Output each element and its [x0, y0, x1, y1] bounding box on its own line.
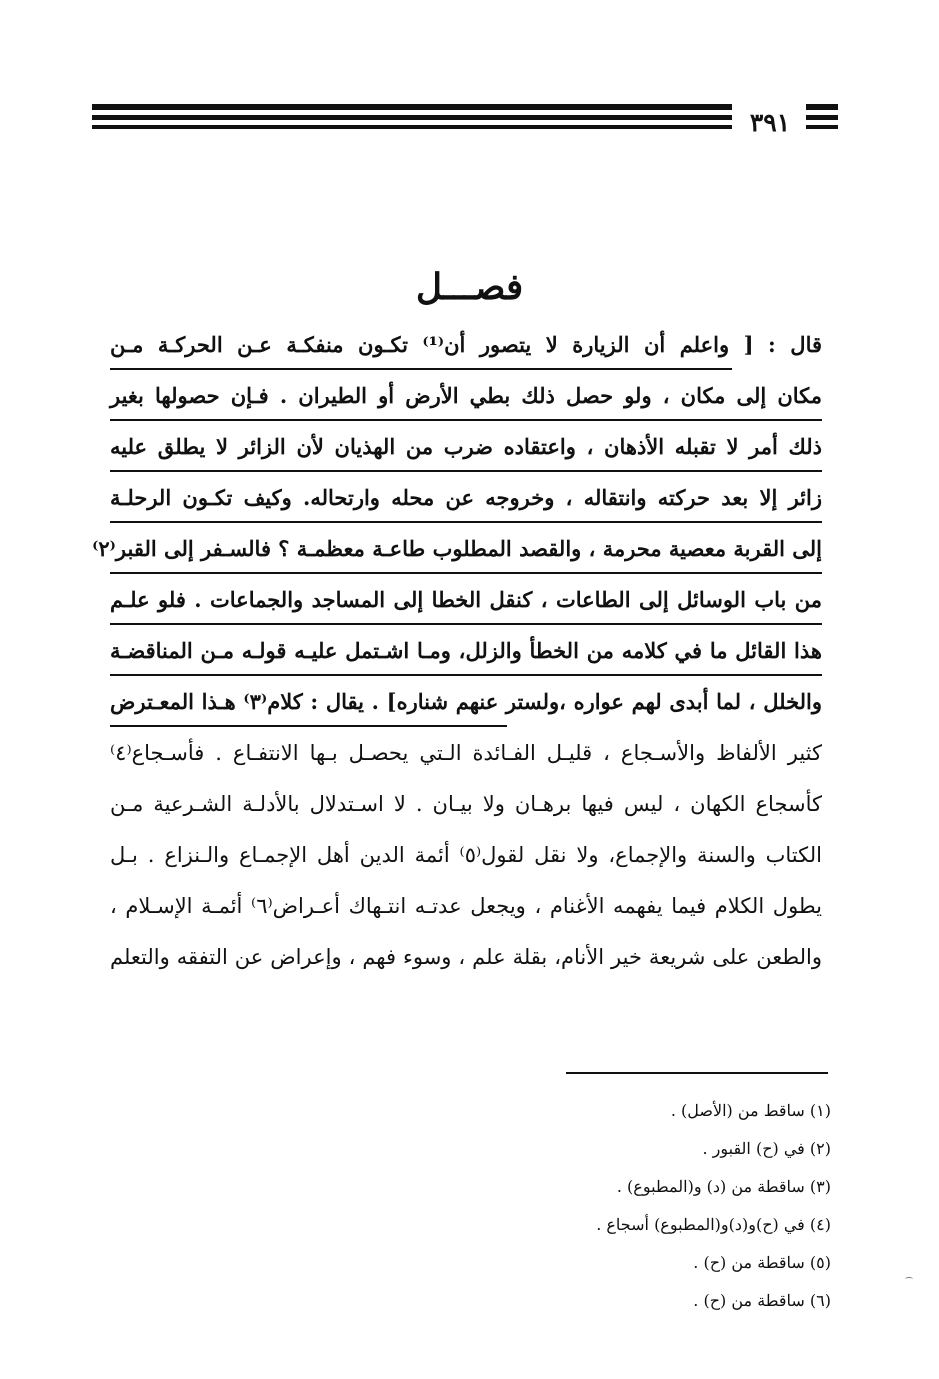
- footnote-6: (٦) ساقطة من (ح) .: [693, 1291, 831, 1310]
- text-line-9: كثير الألفاظ والأسـجاع ، قليـل الفـائدة الـتي يحصـل بـها الانتفـاع . فأسـجاع⁽٤⁾: [110, 741, 822, 765]
- header-rule-right-middle: [806, 115, 838, 120]
- text-line-13: والطعن على شريعة خير الأنام، بقلة علم ، وسوء فهم ، وإعراض عن التفقه والتعلم: [110, 945, 822, 969]
- text-line-11: الكتاب والسنة والإجماع، ولا نقل لقول⁽٥⁾ أئمة الدين أهل الإجمـاع والـنزاع . بـل: [110, 843, 822, 867]
- text-line-4: زائر إلا بعد حركته وانتقاله ، وخروجه عن محله وارتحاله. وكيف تكـون الرحلـة: [110, 475, 822, 526]
- header-rule-left-middle: [92, 115, 732, 120]
- footnote-1: (١) ساقط من (الأصل) .: [670, 1101, 831, 1120]
- header-rule-right-bottom: [806, 125, 838, 129]
- text-line-7: هذا القائل ما في كلامه من الخطأ والزلل، ومـا اشـتمل عليـه قولـه مـن المناقضـة: [110, 628, 822, 679]
- text-line-12: يطول الكلام فيما يفهمه الأغنام ، ويجعل عدتـه انتـهاك أعـراض⁽٦⁾ أئمـة الإسـلام ،: [110, 894, 822, 918]
- header-rule-right-top: [806, 104, 838, 110]
- text-line-8: والخلل ، لما أبدى لهم عواره ،ولستر عنهم شناره] . يقال : كلام⁽٣⁾ هـذا المعـترض: [110, 679, 822, 730]
- header-rule-left-top: [92, 104, 732, 110]
- text-line-5: إلى القربة معصية محرمة ، والقصد المطلوب طاعـة معظمـة ؟ فالسـفر إلى القبر⁽٢⁾: [110, 526, 822, 577]
- footnote-2: (٢) في (ح) القبور .: [702, 1139, 831, 1158]
- footnote-3: (٣) ساقطة من (د) و(المطبوع) .: [616, 1177, 831, 1196]
- header-rule-left-bottom: [92, 125, 732, 129]
- text-line-3: ذلك أمر لا تقبله الأذهان ، واعتقاده ضرب من الهذيان لأن الزائر لا يطلق عليه: [110, 424, 822, 475]
- footnote-5: (٥) ساقطة من (ح) .: [693, 1253, 831, 1272]
- scan-margin-mark: [905, 1277, 913, 1281]
- footnote-separator: [566, 1072, 828, 1074]
- chapter-title: فصـــل: [415, 266, 524, 308]
- page-number: ٣٩١: [749, 108, 791, 137]
- text-line-6: من باب الوسائل إلى الطاعات ، كنقل الخطا إلى المساجد والجماعات . فلو علـم: [110, 577, 822, 628]
- footnotes: [391, 1092, 831, 1320]
- text-line-1: قال : [ واعلم أن الزيارة لا يتصور أن⁽¹⁾ تكـون منفكـة عـن الحركـة مـن: [110, 322, 822, 373]
- main-text: [92, 322, 823, 985]
- text-line-10: كأسجاع الكهان ، ليس فيها برهـان ولا بيـان . لا اسـتدلال بالأدلـة الشـرعية مـن: [110, 792, 822, 816]
- footnote-4: (٤) في (ح)و(د)و(المطبوع) أسجاع .: [596, 1215, 831, 1234]
- text-line-2: مكان إلى مكان ، ولو حصل ذلك بطي الأرض أو الطيران . فـإن حصولها بغير: [110, 373, 822, 424]
